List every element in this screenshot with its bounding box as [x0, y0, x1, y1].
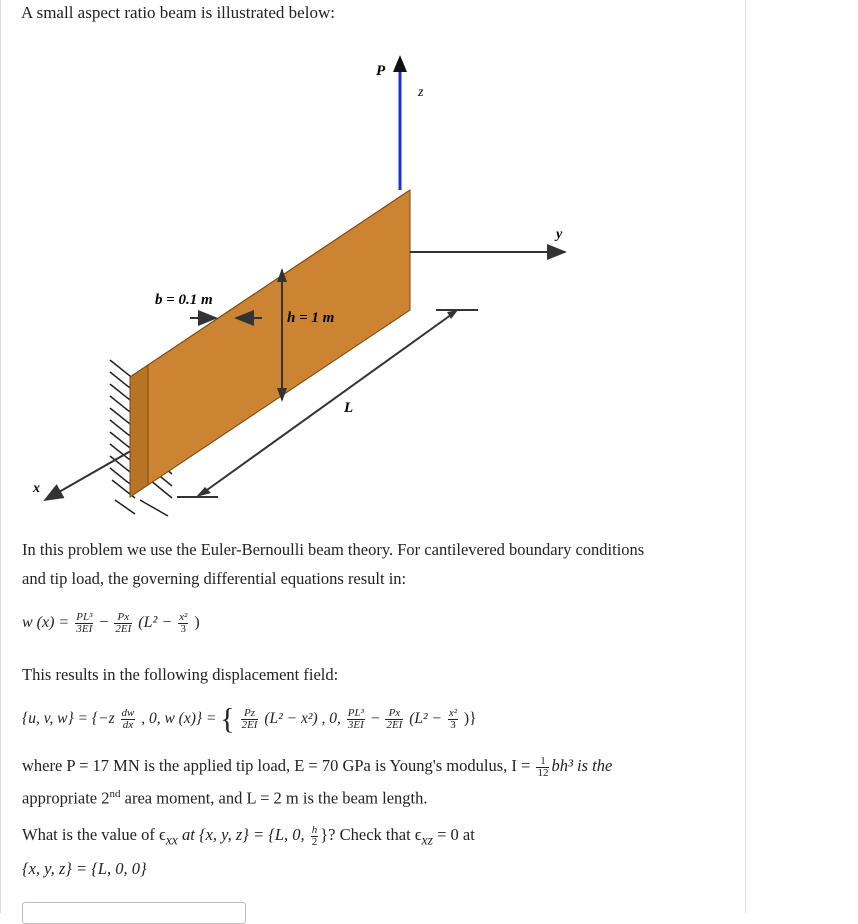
x-axis-label: x: [33, 481, 40, 496]
intro-line-1: In this problem we use the Euler-Bernoulli beam theory. For cantilevered boundary conditions: [22, 540, 645, 559]
intro-line-2: and tip load, the governing differential equations result in:: [22, 569, 407, 588]
width-label-b: b = 0.1 m: [155, 292, 213, 308]
answer-input[interactable]: [22, 902, 246, 924]
eq1-lhs: w (x) =: [22, 614, 70, 631]
intro-paragraph: [22, 535, 742, 593]
equation-displacement-field: {u, v, w} = {−z $\frac{dw}{dx}$ , 0, w (x)} = { $\frac{Pz}{2EI}$ (L² − x²) , 0, $\frac{\text{PL³}}{3EI}$ − $\frac{Px}{2EI}$ (L² − $\frac{\text{x²}}{3}$ )}: [22, 702, 477, 736]
y-axis-label: y: [556, 227, 563, 242]
load-arrowhead: [393, 55, 407, 72]
parameters-paragraph: where P = 17 MN is the applied tip load, E = 70 GPa is Young's modulus, I = $\frac{1}{12}$ bh³ is the appropriate 2nd area moment, and L = 2 m is the beam length.: [22, 754, 613, 808]
equation-deflection: w (x) = $\frac{\text{PL³}}{3EI}$ − $\frac{Px}{2EI}$ (L² − $\frac{\text{x²}}{3}$ ): [22, 610, 200, 635]
z-axis-label: z: [418, 85, 424, 100]
question-line-2: {x, y, z} = {L, 0, 0}: [22, 859, 147, 879]
height-label-h: h = 1 m: [287, 310, 335, 326]
displacement-intro: This results in the following displacement field:: [22, 665, 339, 684]
load-label-p: P: [376, 63, 386, 79]
question-paragraph: What is the value of $\epsilon_{xx}$ at {x, y, z} = {L, 0, $\frac{h}{2}$ }? Check that $\epsilon_{xz} = 0$ at {x, y, z} = {L, 0, 0}: [22, 823, 475, 879]
length-label-l: L: [344, 400, 354, 416]
beam: [130, 190, 410, 497]
problem-title: A small aspect ratio beam is illustrated below:: [21, 3, 335, 22]
